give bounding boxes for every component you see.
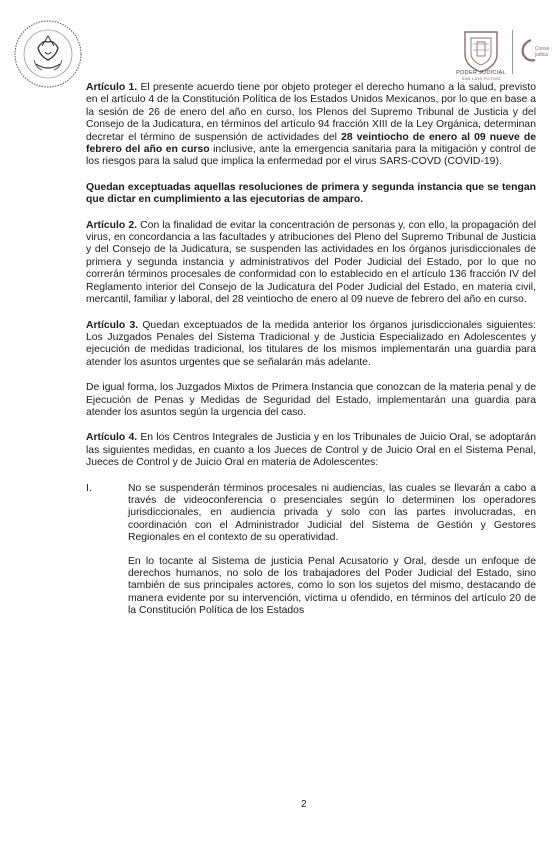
article-3: Artículo 3. Quedan exceptuados de la medida anterior los órganos jurisdiccionales siguientes: Los Juzgados Penales del Sistema Tradicional y de Justicia Especializado en Adolescentes y ejecución de medidas tradicional, los titulares de los mismos implementarán una guardia para atender los asuntos urgentes que se señalarán más adelante. — [86, 319, 536, 368]
list-item-text: No se suspenderán términos procesales ni audiencias, las cuales se llevarán a cabo a través de videoconferencia o presenciales según lo determinen los operadores jurisdiccionales, en audiencia privada y solo con las partes involucradas, en coordinación con el Administrador Judicial del Sistema de Gestión y Gestores Regionales en el contexto de su operatividad. — [128, 482, 536, 544]
article-1: Artículo 1. El presente acuerdo tiene por objeto proteger el derecho humano a la salud, previsto en el artículo 4 de la Constitución Política de los Estados Unidos Mexicanos, por lo que en base a la sesión de 26 de enero del año en curso, los Plenos del Supremo Tribunal de Justicia y del Consejo de la Judicatura, en términos del artículo 94 fracción XIII de la Ley Orgánica, determinan decretar el término de suspensión de actividades del 28 veintiocho de enero al 09 nueve de febrero del año en curso inclusive, ante la emergencia sanitaria para la mitigación y control de los riesgos para la salud que implica la enfermedad por el virus SARS-COVD (COVID-19). — [86, 82, 536, 168]
amparo-exception: Quedan exceptuadas aquellas resoluciones de primera y segunda instancia que se tengan que dictar en cumplimiento a las ejecutorias de amparo. — [86, 181, 536, 206]
mexico-seal-icon — [12, 18, 84, 90]
consejo-judicatura-logo-icon — [517, 34, 551, 68]
article-2: Artículo 2. Con la finalidad de evitar la concentración de personas y, con ello, la propagación del virus, en concordancia a las facultades y atribuciones del Pleno del Supremo Tribunal de Justicia y del Consejo de la Judicatura, se suspenden las actividades en los órganos jurisdiccionales de primera y segunda instancia y administrativos del Poder Judicial del Estado, por lo que no correrán términos procesales de conformidad con lo establecido en el artículo 136 fracción IV del Reglamento interior del Consejo de la Judicatura del Poder Judicial del Estado, en materia civil, mercantil, familiar y laboral, del 28 veintiocho de enero al 09 nueve de febrero del año en curso. — [86, 219, 536, 306]
poder-judicial-logo-icon — [455, 26, 507, 74]
list-item — [86, 483, 536, 545]
list-item-number: I. — [86, 482, 92, 494]
list-item-continuation: En lo tocante al Sistema de justicia Penal Acusatorio y Oral, desde un enfoque de derechos humanos, no solo de los trabajadores del Poder Judicial del Estado, sino también de sus principales actores, como lo son los sujetos del mismo, destacando de manera evidente por su intervención, víctima u ofendido, en términos del artículo 20 de la Constitución Política de los Estados — [128, 555, 536, 617]
article-4: Artículo 4. En los Centros Integrales de Justicia y en los Tribunales de Juicio Oral, se adoptarán las siguientes medidas, en cuanto a los Jueces de Control y de Juicio Oral en el Sistema Penal, Jueces de Control y de Juicio Oral en materia de Adolescentes: — [86, 432, 536, 469]
header-divider — [512, 30, 513, 74]
svg-text:judica: judica — [535, 52, 549, 58]
document-body — [86, 82, 536, 618]
poder-judicial-label: PODER JUDICIAL SAN LUIS POTOSÍ — [456, 70, 506, 81]
svg-text:Conse: Conse — [535, 46, 550, 52]
article-3-paragraph-2: De igual forma, los Juzgados Mixtos de Primera Instancia que conozcan de la materia penal y de Ejecución de Penas y Medidas de Seguridad del Estado, implementarán una guardia para atender los asuntos según la urgencia del caso. — [86, 382, 536, 418]
page-number: 2 — [301, 799, 307, 810]
